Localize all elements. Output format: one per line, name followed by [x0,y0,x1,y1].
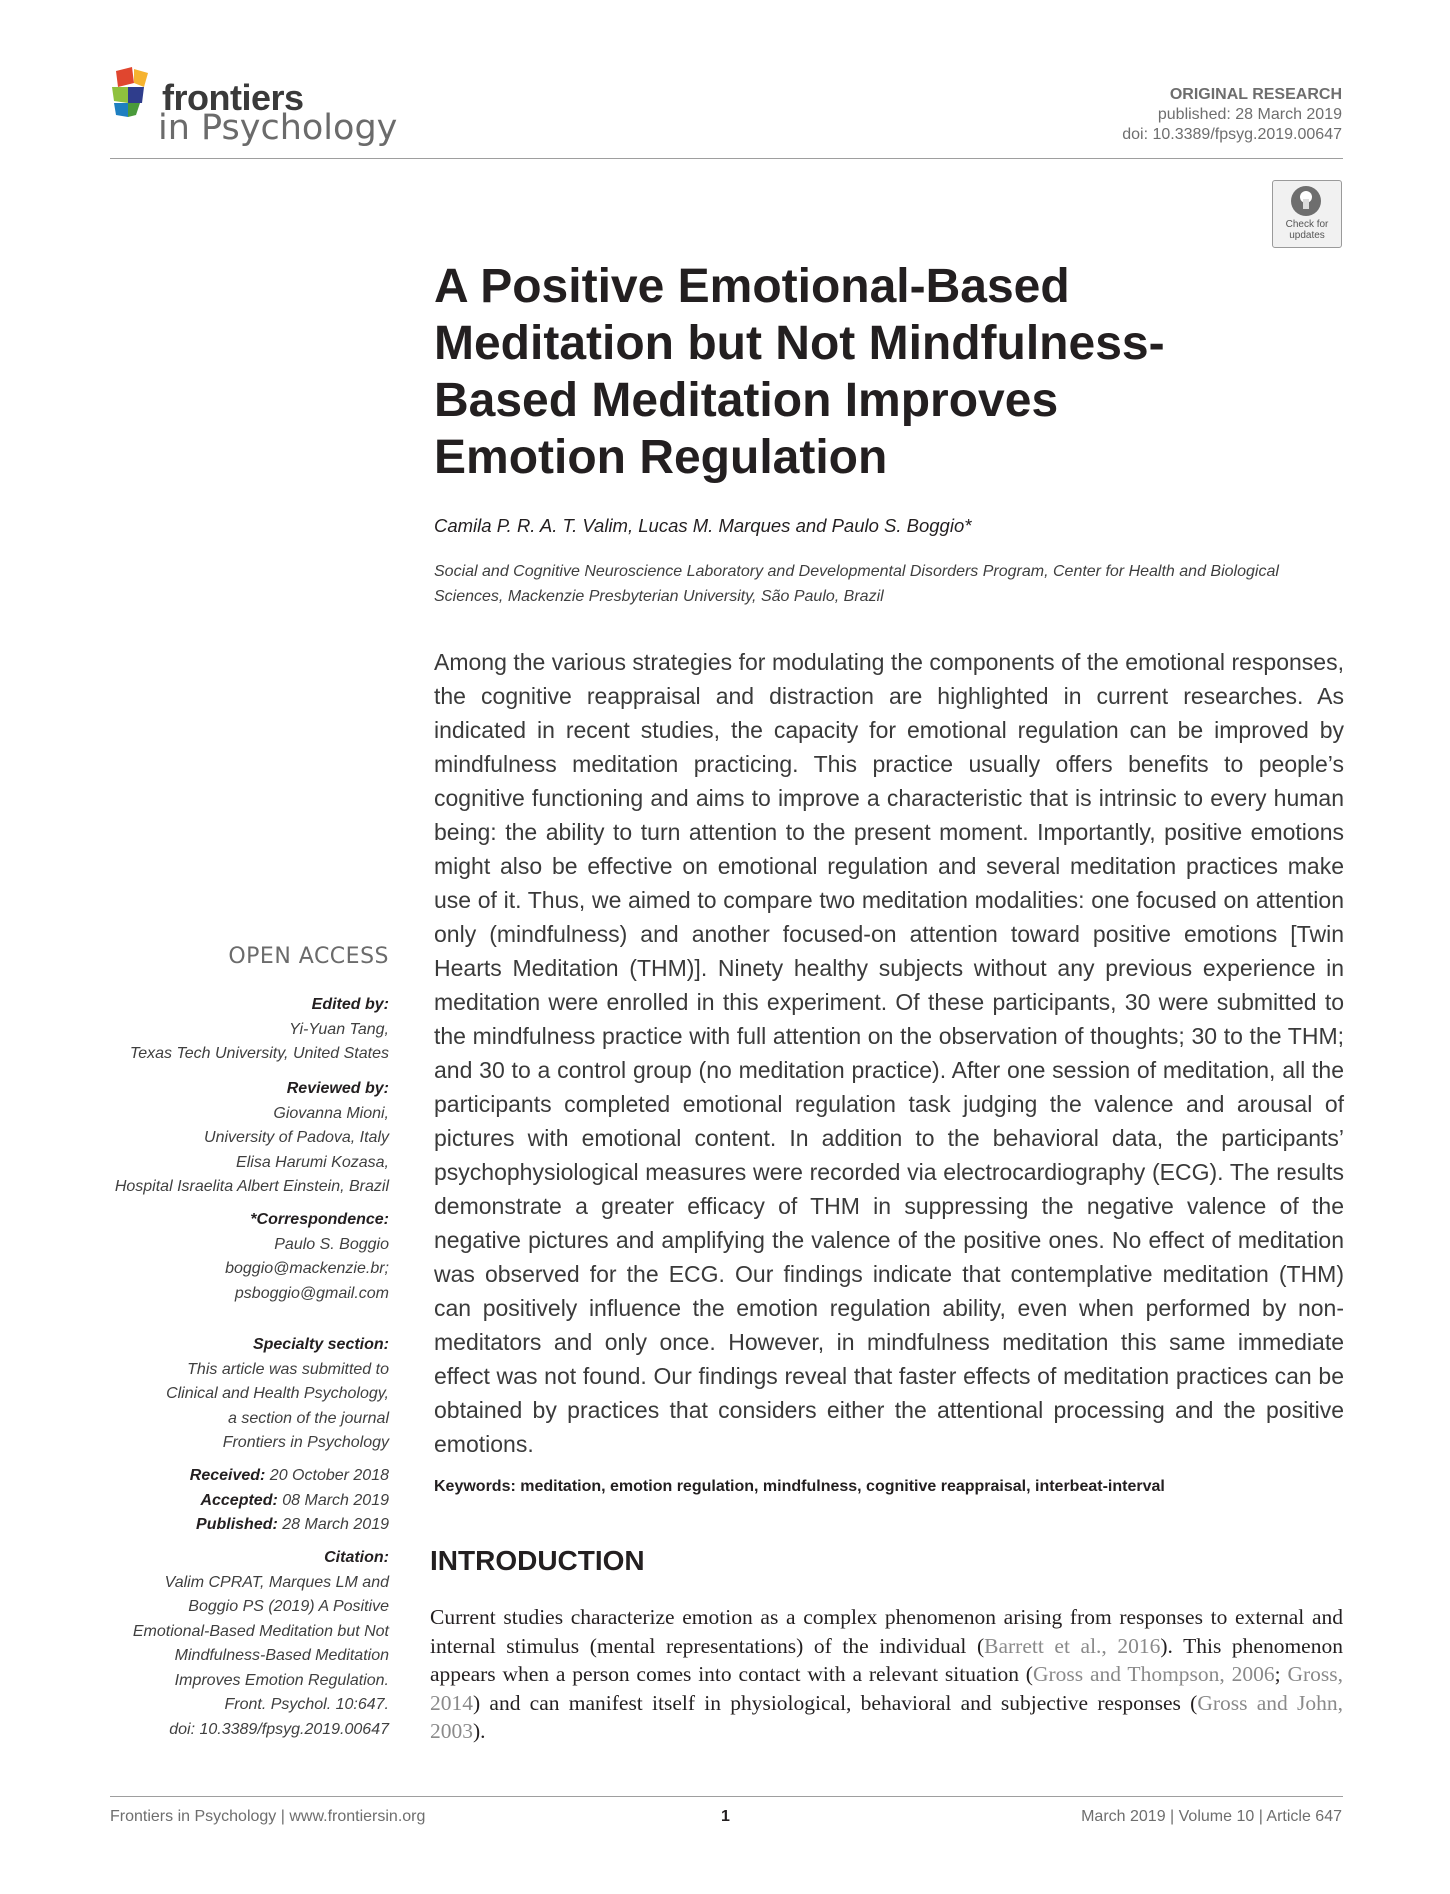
specialty-section-label: Specialty section: [252,1336,389,1353]
specialty-section [166,1333,389,1456]
section-heading-introduction: INTRODUCTION [430,1545,645,1576]
check-for-updates-button[interactable] [1272,180,1342,248]
accepted-date: Accepted: 08 March 2019 [200,1491,389,1509]
keywords [434,1478,1165,1496]
introduction-paragraph: Current studies characterize emotion as a complex phenomenon arising from responses to external and internal stimulus (mental representations) of the individual (Barrett et al., 2016). This phenomenon appears when a person comes into contact with a relevant situation (Gross and Thompson, 2006; Gross, 2014) and can manifest itself in physiological, behavioral and subjective responses (Gross and John, 2003). [430,1605,1343,1743]
editor-name: Yi-Yuan Tang, [289,1020,389,1038]
citation-line: Valim CPRAT, Marques LM and [164,1573,389,1591]
reviewer-name: Giovanna Mioni, [273,1104,389,1122]
edited-by-label: Edited by: [311,996,389,1013]
check-updates-label: Check for updates [1285,219,1329,241]
published-date-sidebar: Published: 28 March 2019 [196,1516,389,1533]
article-meta [1122,85,1342,145]
correspondence-email[interactable]: boggio@mackenzie.br; [225,1260,389,1277]
specialty-line: This article was submitted to [187,1360,389,1378]
frontiers-logo-icon [110,65,158,121]
author-list[interactable]: Camila P. R. A. T. Valim, Lucas M. Marques and Paulo S. Boggio* [434,515,972,536]
logo-journal-name: in Psychology [158,108,398,148]
footer-journal-link[interactable]: Frontiers in Psychology | www.frontiersin.org [110,1808,426,1825]
header-divider [110,158,1343,159]
edited-by [130,993,389,1067]
received-date: Received: 20 October 2018 [189,1467,389,1484]
reviewer-affiliation: Hospital Israelita Albert Einstein, Brazil [114,1178,389,1195]
reviewer-affiliation: University of Padova, Italy [204,1129,389,1146]
correspondence-label: *Correspondence: [250,1211,389,1228]
correspondence-name: Paulo S. Boggio [274,1235,389,1253]
footer-divider [110,1796,1343,1797]
citation-block [133,1546,389,1742]
article-type: ORIGINAL RESEARCH [1169,86,1342,103]
keywords-list: meditation, emotion regulation, mindfulness, cognitive reappraisal, interbeat-interval [520,1478,1165,1495]
citation-line: Boggio PS (2019) A Positive [188,1598,389,1615]
abstract: Among the various strategies for modulating the components of the emotional responses, the cognitive reappraisal and distraction are highlighted in current researches. As indicated in recent studies, the capacity for emotional regulation can be improved by mindfulness meditation practicing. This practice usually offers benefits to people’s cognitive functioning and aims to improve a characteristic that is intrinsic to every human being: the ability to turn attention to the present moment. Importantly, positive emotions might also be effective on emotional regulation and several meditation practices make use of it. Thus, we aimed to compare two meditation modalities: one focused on attention only (mindfulness) and another focused-on attention toward positive emotions [Twin Hearts Meditation (THM)]. Ninety healthy subjects without any previous experience in meditation were enrolled in this experiment. Of these participants, 30 were submitted to the mindfulness practice with full attention on the observation of thoughts; 30 to the THM; and 30 to a control group (no meditation practice). After one session of meditation, all the participants completed emotional regulation task judging the valence and arousal of pictures with emotional content. In addition to the behavioral data, the participants’ psychophysiological measures were recorded via electrocardiography (ECG). The results demonstrate a greater efficacy of THM in suppressing the negative valence of the negative pictures and amplifying the valence of the positive ones. No effect of meditation was observed for the ECG. Our findings indicate that contemplative meditation (THM) can positively influence the emotion regulation ability, even when performed by non-meditators and only once. However, in mindfulness meditation this same immediate effect was not found. Our findings reveal that faster effects of meditation practices can be obtained by practices that considers either the attentional processing and the positive emotions. [434,649,1344,1457]
citation-link[interactable]: Barrett et al., 2016 [984,1633,1161,1658]
editor-affiliation: Texas Tech University, United States [129,1045,389,1062]
logo-wordmark: frontiers [162,77,304,118]
correspondence-email[interactable]: psboggio@gmail.com [234,1284,389,1302]
article-doi[interactable]: doi: 10.3389/fpsyg.2019.00647 [1122,126,1342,143]
correspondence [225,1208,389,1306]
article-title: A Positive Emotional-Based Meditation but Not Mindfulness-Based Meditation Improves Emotion Regulation [434,260,1165,484]
citation-line: Front. Psychol. 10:647. [224,1696,389,1713]
citation-link[interactable]: Gross and John, 2003 [430,1690,1343,1743]
citation-line: Mindfulness-Based Meditation [174,1647,389,1664]
citation-doi[interactable]: doi: 10.3389/fpsyg.2019.00647 [169,1720,389,1738]
reviewed-by [115,1077,389,1200]
reviewer-name: Elisa Harumi Kozasa, [236,1153,389,1171]
citation-line: Emotional-Based Meditation but Not [132,1622,389,1640]
affiliation: Social and Cognitive Neuroscience Laboratory and Developmental Disorders Program, Center for Health and Biological Sciences, Mackenzie Presbyterian University, São Paulo, Brazil [434,563,1279,605]
citation-link[interactable]: Gross, 2014 [430,1662,1343,1715]
page-number: 1 [721,1808,730,1825]
specialty-line: Clinical and Health Psychology, [166,1385,389,1402]
citation-line: Improves Emotion Regulation. [174,1671,389,1689]
open-access-label: OPEN ACCESS [228,944,389,969]
keywords-label: Keywords: [434,1478,516,1495]
specialty-line: a section of the journal [228,1409,389,1427]
footer-issue-info: March 2019 | Volume 10 | Article 647 [1081,1808,1342,1825]
reviewed-by-label: Reviewed by: [286,1080,389,1097]
article-dates [190,1464,389,1538]
journal-logo[interactable] [110,63,430,153]
published-date: published: 28 March 2019 [1157,106,1342,123]
citation-link[interactable]: Gross and Thompson, 2006 [1032,1662,1275,1686]
specialty-line: Frontiers in Psychology [222,1434,389,1451]
check-updates-icon [1291,186,1321,216]
citation-label: Citation: [324,1549,389,1566]
